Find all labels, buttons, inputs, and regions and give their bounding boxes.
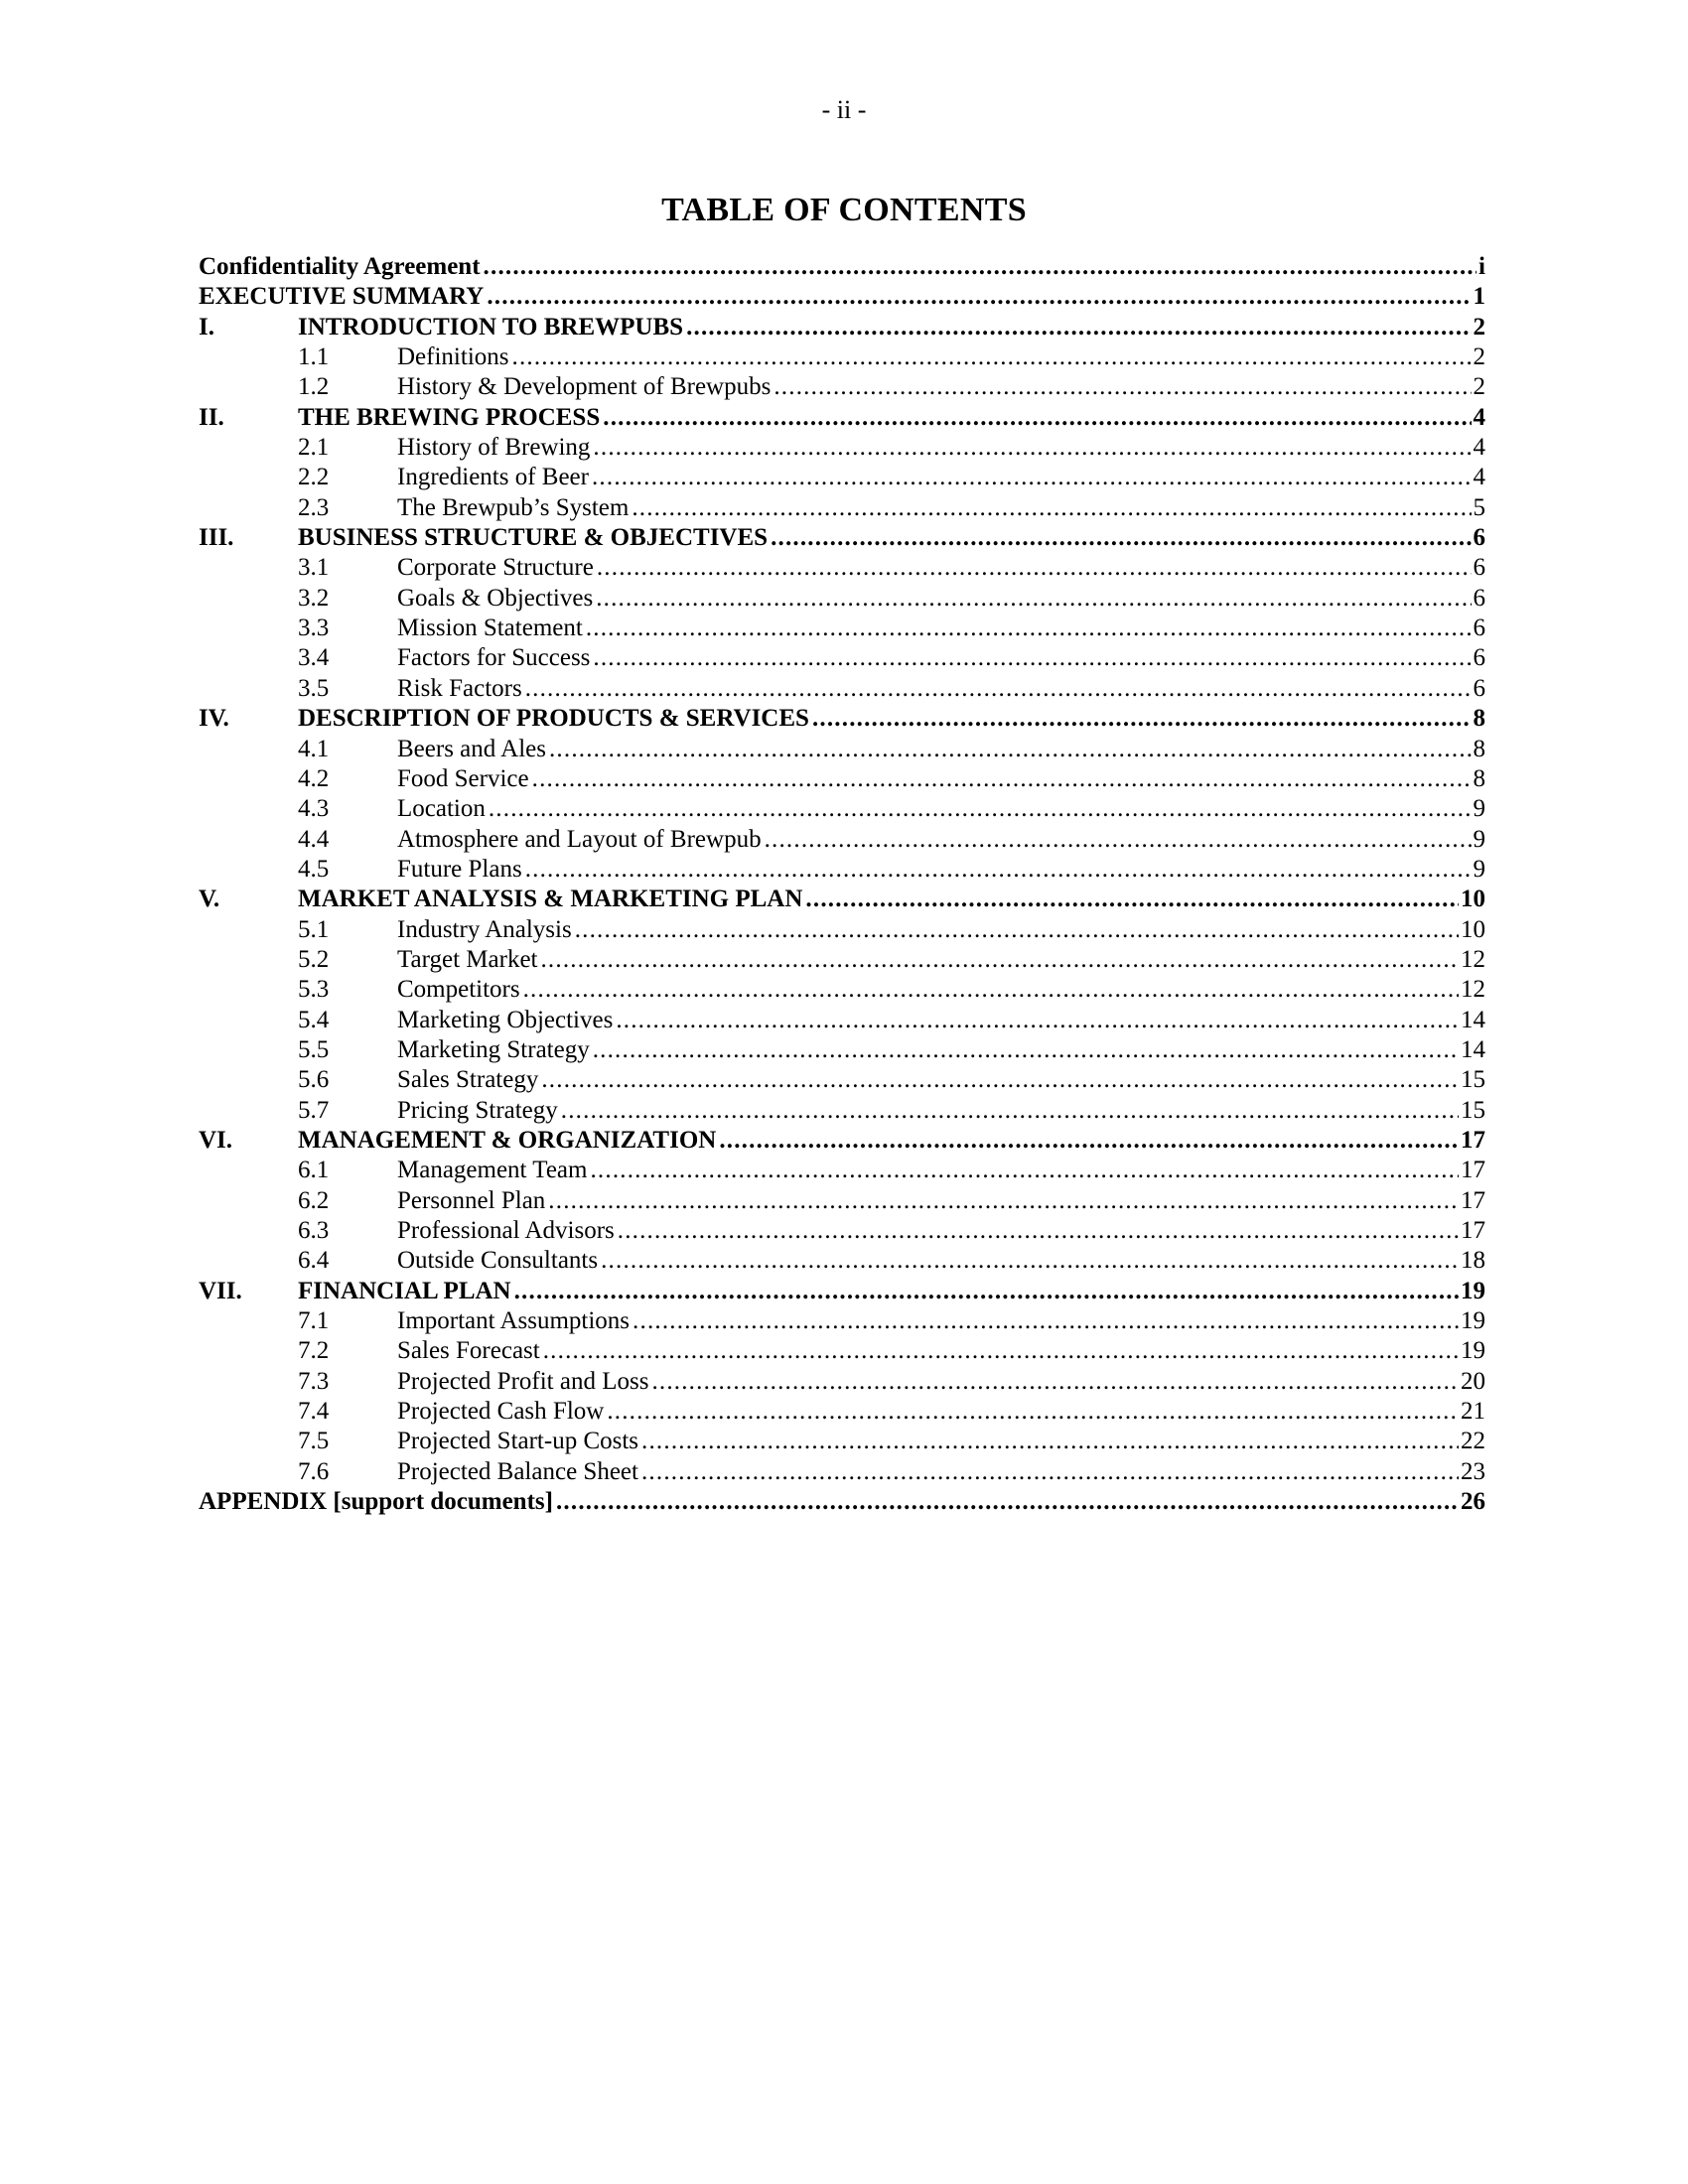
dot-leader — [525, 674, 1472, 704]
toc-entry-title: Corporate Structure — [397, 554, 594, 582]
toc-entry-line — [397, 855, 1485, 885]
toc-entry-page: 19 — [1461, 1307, 1485, 1335]
toc-entry-title: Marketing Strategy — [397, 1035, 590, 1063]
dot-leader — [561, 1096, 1459, 1126]
toc-entry-page: 2 — [1473, 343, 1485, 371]
toc-chapter-entry — [199, 704, 1485, 734]
toc-entry-title: BUSINESS STRUCTURE & OBJECTIVES — [298, 524, 769, 552]
toc-entry-line — [397, 1096, 1485, 1126]
toc-entry-page: 12 — [1461, 976, 1485, 1004]
toc-entry-line — [397, 1006, 1485, 1035]
toc-entry-number: I. — [199, 313, 214, 341]
toc-entry-line — [397, 674, 1485, 704]
toc-entry-page: 10 — [1461, 915, 1485, 943]
toc-entry-line — [397, 1367, 1485, 1397]
toc-entry-page: 14 — [1461, 1035, 1485, 1063]
toc-entry-page: 14 — [1461, 1006, 1485, 1033]
toc-entry-number: 3.4 — [298, 644, 330, 672]
toc-chapter-entry — [199, 313, 1485, 342]
toc-entry-title: History of Brewing — [397, 434, 591, 462]
dot-leader — [641, 1427, 1459, 1456]
toc-entry-line — [397, 342, 1485, 372]
toc-entry-title: Important Assumptions — [397, 1307, 631, 1335]
toc-subsection-entry — [199, 1096, 1485, 1126]
toc-entry-number: 5.5 — [298, 1035, 330, 1063]
toc-entry-title: Outside Consultants — [397, 1247, 599, 1275]
toc-chapter-entry — [199, 403, 1485, 433]
toc-subsection-entry — [199, 1427, 1485, 1456]
dot-leader — [525, 855, 1472, 885]
toc-entry-page: 17 — [1461, 1126, 1485, 1154]
toc-entry-line — [298, 885, 1485, 914]
toc-entry-line — [298, 523, 1485, 553]
toc-entry-page: 2 — [1473, 373, 1485, 401]
toc-entry-number: 1.2 — [298, 373, 330, 401]
toc-subsection-entry — [199, 975, 1485, 1005]
toc-entry-line — [397, 825, 1485, 855]
toc-entry-title: INTRODUCTION TO BREWPUBS — [298, 313, 684, 341]
toc-entry-title: Sales Strategy — [397, 1066, 539, 1094]
toc-entry-line — [397, 553, 1485, 583]
toc-subsection-entry — [199, 553, 1485, 583]
toc-subsection-entry — [199, 433, 1485, 463]
toc-entry-number: 7.1 — [298, 1307, 330, 1335]
dot-leader — [633, 1306, 1459, 1336]
toc-entry-line — [397, 614, 1485, 643]
toc-entry-title: THE BREWING PROCESS — [298, 403, 601, 431]
dot-leader — [487, 282, 1471, 312]
dot-leader — [632, 493, 1471, 523]
dot-leader — [771, 523, 1471, 553]
toc-entry-title: Management Team — [397, 1157, 588, 1184]
toc-entry-page: 8 — [1473, 705, 1485, 733]
toc-entry-line — [397, 1246, 1485, 1276]
toc-entry-number: 5.4 — [298, 1006, 330, 1033]
toc-entry-line — [397, 1216, 1485, 1246]
toc-subsection-entry — [199, 1306, 1485, 1336]
dot-leader — [805, 885, 1459, 914]
toc-entry-number: 5.7 — [298, 1096, 330, 1124]
toc-entry-title: Sales Forecast — [397, 1337, 540, 1365]
toc-entry-line — [397, 1186, 1485, 1216]
toc-entry-number: 7.5 — [298, 1428, 330, 1455]
toc-entry-page: 17 — [1461, 1186, 1485, 1214]
toc-entry-line — [397, 794, 1485, 824]
toc-entry-line — [397, 764, 1485, 794]
toc-entry-line — [397, 1035, 1485, 1065]
toc-entry-line — [397, 945, 1485, 975]
toc-entry-title: MANAGEMENT & ORGANIZATION — [298, 1126, 717, 1154]
toc-entry-page: 6 — [1473, 614, 1485, 642]
dot-leader — [514, 1277, 1459, 1306]
toc-chapter-entry — [199, 1277, 1485, 1306]
toc-subsection-entry — [199, 1186, 1485, 1216]
dot-leader — [484, 252, 1477, 282]
toc-entry-line — [397, 433, 1485, 463]
toc-entry-line — [397, 463, 1485, 492]
toc-entry-page: 19 — [1461, 1337, 1485, 1365]
dot-leader — [590, 1156, 1459, 1185]
toc-entry-title: DESCRIPTION OF PRODUCTS & SERVICES — [298, 705, 809, 733]
dot-leader — [603, 403, 1471, 433]
toc-entry-line — [397, 1427, 1485, 1456]
toc-subsection-entry — [199, 1006, 1485, 1035]
toc-subsection-entry — [199, 1397, 1485, 1427]
toc-entry-title: Personnel Plan — [397, 1186, 546, 1214]
dot-leader — [596, 584, 1471, 614]
toc-entry-title: History & Development of Brewpubs — [397, 373, 772, 401]
toc-entry-number: 3.2 — [298, 584, 330, 612]
toc-entry-line — [397, 372, 1485, 402]
toc-chapter-entry — [199, 885, 1485, 914]
toc-subsection-entry — [199, 735, 1485, 764]
toc-entry-line — [397, 1457, 1485, 1487]
toc-entry-line — [298, 313, 1485, 342]
toc-subsection-entry — [199, 614, 1485, 643]
toc-entry-page: 1 — [1473, 283, 1485, 311]
toc-entry-line — [397, 493, 1485, 523]
dot-leader — [607, 1397, 1459, 1427]
toc-entry-title: EXECUTIVE SUMMARY — [199, 283, 485, 311]
toc-entry-number: 7.3 — [298, 1367, 330, 1395]
toc-entry-title: Future Plans — [397, 855, 522, 883]
toc-subsection-entry — [199, 372, 1485, 402]
toc-entry-number: 7.4 — [298, 1398, 330, 1426]
toc-entry-title: Projected Balance Sheet — [397, 1457, 638, 1485]
toc-entry-number: 4.3 — [298, 795, 330, 823]
toc-entry-page: 6 — [1473, 524, 1485, 552]
toc-entry-page: 6 — [1473, 644, 1485, 672]
toc-subsection-entry — [199, 1156, 1485, 1185]
toc-entry-title: Factors for Success — [397, 644, 591, 672]
dot-leader — [489, 794, 1472, 824]
toc-entry-line — [397, 1397, 1485, 1427]
dot-leader — [686, 313, 1471, 342]
dot-leader — [512, 342, 1472, 372]
toc-entry-number: 2.1 — [298, 434, 330, 462]
dot-leader — [575, 915, 1459, 945]
toc-entry-line — [397, 584, 1485, 614]
toc-entry-number: 3.5 — [298, 674, 330, 702]
toc-entry-number: II. — [199, 403, 224, 431]
toc-entry-page: 23 — [1461, 1457, 1485, 1485]
dot-leader — [618, 1216, 1459, 1246]
toc-entry-number: IV. — [199, 705, 229, 733]
toc-entry-number: 6.1 — [298, 1157, 330, 1184]
dot-leader — [774, 372, 1471, 402]
toc-subsection-entry — [199, 342, 1485, 372]
toc-entry-page: 26 — [1461, 1488, 1485, 1516]
dot-leader — [719, 1126, 1459, 1156]
toc-entry-page: 17 — [1461, 1217, 1485, 1244]
toc-entry-line — [298, 403, 1485, 433]
toc-entry-number: 6.4 — [298, 1247, 330, 1275]
toc-entry-number: 4.4 — [298, 825, 330, 853]
toc-entry-number: 3.3 — [298, 614, 330, 642]
toc-entry-number: 7.6 — [298, 1457, 330, 1485]
toc-chapter-entry — [199, 523, 1485, 553]
toc-subsection-entry — [199, 643, 1485, 673]
toc-entry-page: 21 — [1461, 1398, 1485, 1426]
toc-entry-number: 5.2 — [298, 945, 330, 973]
toc-subsection-entry — [199, 584, 1485, 614]
toc-entry-number: 4.1 — [298, 735, 330, 762]
toc-entry-page: 18 — [1461, 1247, 1485, 1275]
toc-subsection-entry — [199, 945, 1485, 975]
toc-entry-page: 12 — [1461, 945, 1485, 973]
toc-entry-line — [199, 252, 1485, 282]
toc-entry-title: APPENDIX [support documents] — [199, 1488, 553, 1516]
toc-entry-number: VI. — [199, 1126, 233, 1154]
dot-leader — [548, 1186, 1459, 1216]
toc-entry-line — [397, 915, 1485, 945]
toc-entry-number: 7.2 — [298, 1337, 330, 1365]
toc-top-entry — [199, 1487, 1485, 1517]
page-number: - ii - — [821, 95, 867, 124]
toc-entry-page: 2 — [1473, 313, 1485, 341]
toc-entry-number: 4.5 — [298, 855, 330, 883]
toc-entry-page: 4 — [1473, 403, 1485, 431]
toc-subsection-entry — [199, 1065, 1485, 1095]
toc-entry-number: 1.1 — [298, 343, 330, 371]
toc-entry-line — [397, 1156, 1485, 1185]
toc-subsection-entry — [199, 1035, 1485, 1065]
toc-subsection-entry — [199, 764, 1485, 794]
toc-entry-line — [298, 1277, 1485, 1306]
toc-entry-page: 6 — [1473, 674, 1485, 702]
toc-entry-page: 8 — [1473, 764, 1485, 792]
toc-entry-title: Marketing Objectives — [397, 1006, 614, 1033]
toc-entry-page: 9 — [1473, 825, 1485, 853]
toc-entry-title: Atmosphere and Layout of Brewpub — [397, 825, 762, 853]
toc-entry-number: 5.3 — [298, 976, 330, 1004]
toc-subsection-entry — [199, 674, 1485, 704]
dot-leader — [593, 643, 1471, 673]
toc-entry-number: III. — [199, 524, 234, 552]
toc-entry-page: 9 — [1473, 795, 1485, 823]
toc-entry-line — [397, 643, 1485, 673]
toc-subsection-entry — [199, 794, 1485, 824]
toc-entry-page: 8 — [1473, 735, 1485, 762]
toc-entry-line — [397, 1306, 1485, 1336]
toc-entry-page: 22 — [1461, 1428, 1485, 1455]
toc-entry-line — [397, 735, 1485, 764]
toc-entry-page: 19 — [1461, 1277, 1485, 1304]
dot-leader — [765, 825, 1472, 855]
toc-entry-page: 6 — [1473, 554, 1485, 582]
toc-entry-page: 17 — [1461, 1157, 1485, 1184]
dot-leader — [593, 1035, 1459, 1065]
dot-leader — [812, 704, 1472, 734]
toc-entry-number: 5.6 — [298, 1066, 330, 1094]
toc-subsection-entry — [199, 1457, 1485, 1487]
dot-leader — [592, 463, 1472, 492]
toc-entry-page: 4 — [1473, 434, 1485, 462]
toc-entry-number: 2.2 — [298, 464, 330, 491]
toc-entry-title: Projected Start-up Costs — [397, 1428, 639, 1455]
toc-entry-number: VII. — [199, 1277, 242, 1304]
dot-leader — [549, 735, 1472, 764]
dot-leader — [541, 1065, 1459, 1095]
toc-entry-title: Food Service — [397, 764, 529, 792]
toc-entry-number: V. — [199, 886, 220, 913]
dot-leader — [601, 1246, 1459, 1276]
dot-leader — [597, 553, 1472, 583]
dot-leader — [543, 1336, 1459, 1366]
toc-entry-title: MARKET ANALYSIS & MARKETING PLAN — [298, 886, 803, 913]
toc-entry-line — [397, 1336, 1485, 1366]
toc-entry-title: FINANCIAL PLAN — [298, 1277, 511, 1304]
toc-entry-title: Goals & Objectives — [397, 584, 594, 612]
toc-entry-title: Professional Advisors — [397, 1217, 615, 1244]
toc-subsection-entry — [199, 915, 1485, 945]
toc-entry-title: Pricing Strategy — [397, 1096, 558, 1124]
toc-entry-title: Confidentiality Agreement — [199, 253, 481, 280]
toc-subsection-entry — [199, 825, 1485, 855]
dot-leader — [586, 614, 1472, 643]
toc-entry-page: 20 — [1461, 1367, 1485, 1395]
toc-entry-title: Ingredients of Beer — [397, 464, 589, 491]
toc-entry-title: Location — [397, 795, 486, 823]
toc-entry-page: 4 — [1473, 464, 1485, 491]
toc-entry-number: 5.1 — [298, 915, 330, 943]
toc-entry-line — [397, 1065, 1485, 1095]
table-of-contents — [199, 252, 1485, 1517]
toc-entry-number: 6.2 — [298, 1186, 330, 1214]
toc-entry-line — [397, 975, 1485, 1005]
toc-entry-title: Competitors — [397, 976, 520, 1004]
toc-entry-title: Risk Factors — [397, 674, 522, 702]
toc-entry-title: Target Market — [397, 945, 538, 973]
toc-entry-line — [298, 1126, 1485, 1156]
toc-chapter-entry — [199, 1126, 1485, 1156]
toc-entry-title: Definitions — [397, 343, 509, 371]
toc-entry-page: 15 — [1461, 1096, 1485, 1124]
toc-subsection-entry — [199, 1216, 1485, 1246]
toc-entry-title: The Brewpub’s System — [397, 493, 630, 521]
toc-entry-page: 15 — [1461, 1066, 1485, 1094]
dot-leader — [593, 433, 1471, 463]
toc-top-entry — [199, 282, 1485, 312]
toc-subsection-entry — [199, 855, 1485, 885]
toc-entry-title: Projected Profit and Loss — [397, 1367, 649, 1395]
toc-entry-title: Mission Statement — [397, 614, 583, 642]
toc-entry-number: 6.3 — [298, 1217, 330, 1244]
dot-leader — [641, 1457, 1459, 1487]
dot-leader — [651, 1367, 1459, 1397]
toc-entry-page: 6 — [1473, 584, 1485, 612]
dot-leader — [523, 975, 1459, 1005]
toc-subsection-entry — [199, 493, 1485, 523]
toc-entry-number: 4.2 — [298, 764, 330, 792]
page-title: TABLE OF CONTENTS — [661, 192, 1027, 228]
toc-subsection-entry — [199, 1367, 1485, 1397]
toc-entry-title: Projected Cash Flow — [397, 1398, 605, 1426]
toc-entry-number: 2.3 — [298, 493, 330, 521]
toc-subsection-entry — [199, 1246, 1485, 1276]
toc-entry-page: 9 — [1473, 855, 1485, 883]
toc-entry-line — [298, 704, 1485, 734]
toc-entry-page: i — [1478, 253, 1485, 280]
toc-entry-page: 5 — [1473, 493, 1485, 521]
dot-leader — [540, 945, 1459, 975]
toc-entry-number: 3.1 — [298, 554, 330, 582]
toc-subsection-entry — [199, 463, 1485, 492]
toc-entry-line — [199, 1487, 1485, 1517]
toc-entry-title: Beers and Ales — [397, 735, 546, 762]
toc-entry-line — [199, 282, 1485, 312]
dot-leader — [532, 764, 1472, 794]
toc-entry-title: Industry Analysis — [397, 915, 572, 943]
dot-leader — [556, 1487, 1459, 1517]
toc-entry-page: 10 — [1461, 886, 1485, 913]
dot-leader — [616, 1006, 1459, 1035]
toc-subsection-entry — [199, 1336, 1485, 1366]
toc-top-entry — [199, 252, 1485, 282]
